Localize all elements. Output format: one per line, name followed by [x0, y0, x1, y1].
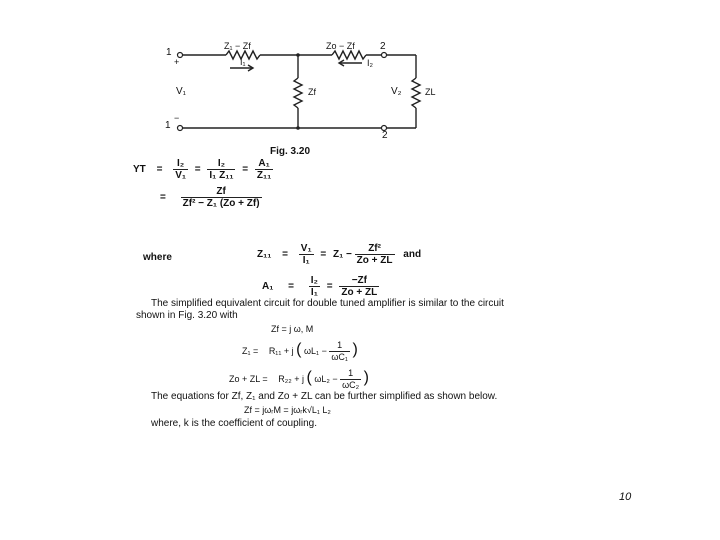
label-z1-zf: Z₁ − Zf	[224, 41, 251, 51]
equals-sign: =	[320, 249, 327, 261]
numerator: Zf	[181, 186, 262, 198]
equals-sign: =	[160, 192, 166, 204]
equation-zo-zl	[229, 368, 369, 391]
equation-zf: Zf = j ω, M	[271, 324, 314, 334]
z11-lhs: Z₁₁	[257, 249, 272, 261]
z11-term: Z₁ −	[333, 249, 352, 261]
node-1-top-label: 1	[166, 47, 172, 58]
zozl-lhs: Zo + ZL =	[229, 373, 268, 384]
fraction	[173, 158, 188, 181]
fraction	[255, 158, 273, 181]
fraction	[329, 340, 350, 363]
zozl-rhs: R₂₂ + j	[278, 373, 304, 384]
fraction	[181, 186, 262, 209]
paren-close-icon: )	[363, 368, 369, 386]
fraction	[355, 243, 395, 266]
label-v1: V₁	[176, 86, 187, 97]
and-label: and	[403, 249, 422, 261]
equals-sign: =	[194, 164, 201, 176]
fraction	[299, 243, 314, 266]
denominator: I₁	[310, 287, 318, 298]
paragraph-further-simplified: The equations for Zf, Z₁ and Zo + ZL can be further simplified as shown below.	[151, 391, 498, 402]
denominator: ωC₁	[331, 352, 348, 362]
numerator: I₂	[173, 158, 188, 170]
junction-bottom	[296, 126, 300, 130]
denominator: I₁	[302, 255, 310, 266]
fraction	[309, 275, 320, 298]
equation-zf-final: Zf = jωᵣM = jωᵣk√L₁ L₂	[244, 405, 331, 415]
equals-sign: =	[242, 164, 249, 176]
numerator: 1	[329, 340, 350, 352]
terminal-2-top	[382, 53, 387, 58]
paren-close-icon: )	[352, 340, 358, 358]
equals-sign: =	[156, 164, 163, 176]
equation-a1	[262, 275, 379, 298]
node-1-bottom-label: 1	[165, 120, 171, 131]
node-2-top-label: 2	[380, 41, 386, 52]
equation-yt-line2	[160, 186, 262, 209]
numerator: I₂	[310, 275, 318, 286]
equation-z1	[242, 340, 358, 363]
fraction	[207, 158, 235, 181]
node-2-bottom-label: 2	[382, 130, 388, 141]
zozl-term: ωL₂ −	[314, 373, 338, 384]
paren-open-icon: (	[296, 340, 302, 358]
denominator: Zo + ZL	[341, 287, 378, 298]
numerator: −Zf	[339, 275, 379, 287]
paragraph-where-k: where, k is the coefficient of coupling.	[151, 418, 318, 429]
numerator: 1	[340, 368, 361, 380]
page-number: 10	[619, 491, 632, 503]
label-i2: I₂	[367, 58, 373, 68]
fraction	[340, 368, 361, 391]
resistor-zl	[412, 78, 420, 108]
minus-sign: −	[174, 113, 180, 123]
a1-lhs: A₁	[262, 281, 274, 293]
plus-sign: +	[174, 57, 180, 67]
equals-sign: =	[288, 281, 294, 293]
label-zl: ZL	[425, 87, 436, 97]
paren-open-icon: (	[306, 368, 312, 386]
paragraph-simplified-circuit: The simplified equivalent circuit for double tuned amplifier is similar to the circuit	[151, 298, 504, 309]
terminal-1-bottom	[178, 126, 183, 131]
denominator: Zo + ZL	[356, 255, 393, 266]
numerator: A₁	[255, 158, 273, 170]
figure-caption: Fig. 3.20	[270, 146, 311, 157]
paragraph-simplified-circuit-line2: shown in Fig. 3.20 with	[136, 310, 238, 321]
yt-lhs: YT	[133, 164, 146, 176]
z1-lhs: Z₁ =	[242, 345, 259, 356]
resistor-zo-zf	[332, 51, 366, 59]
z1-term: ωL₁ −	[304, 345, 327, 356]
junction-top	[296, 53, 300, 57]
denominator: ωC₂	[342, 380, 360, 390]
numerator: V₁	[300, 243, 312, 254]
equals-sign: =	[326, 281, 333, 293]
equals-sign: =	[282, 249, 289, 261]
numerator: Zf²	[355, 243, 395, 255]
denominator: I₁ Z₁₁	[209, 170, 234, 181]
z1-rhs: R₁₁ + j	[268, 345, 294, 356]
label-i1: I₁	[240, 57, 246, 67]
denominator: Zf² − Z₁ (Zo + Zf)	[182, 198, 260, 209]
fraction	[339, 275, 379, 298]
equation-z11	[257, 243, 421, 266]
denominator: V₁	[175, 170, 186, 181]
label-zf: Zf	[308, 87, 316, 97]
label-v2: V₂	[391, 86, 402, 97]
resistor-zf	[294, 78, 302, 108]
numerator: I₂	[207, 158, 235, 170]
where-label: where	[143, 252, 172, 263]
denominator: Z₁₁	[256, 170, 272, 181]
equation-yt	[133, 158, 273, 181]
label-zo-zf: Zo − Zf	[326, 41, 355, 51]
